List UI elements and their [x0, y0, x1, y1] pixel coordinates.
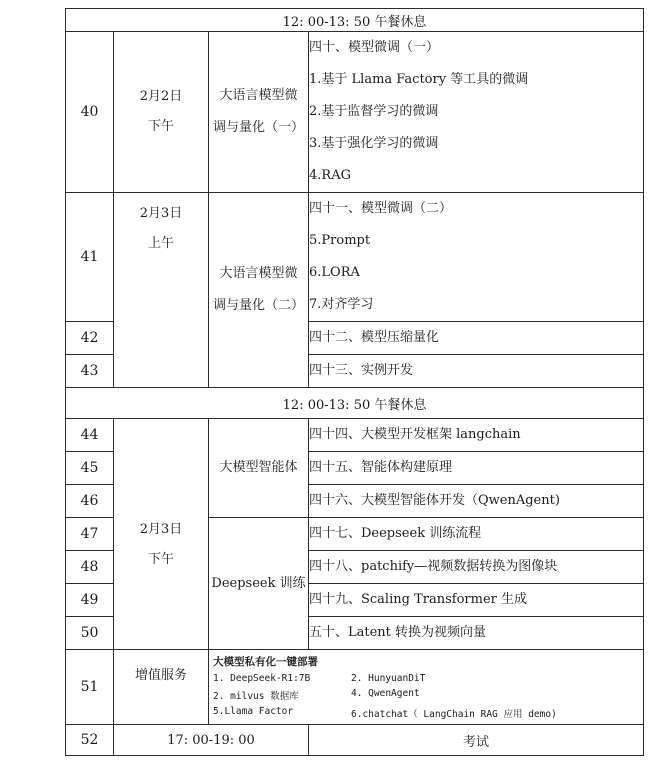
- content-cell: [309, 485, 644, 518]
- session-date: 2月2日: [139, 89, 183, 104]
- session-number: 44: [66, 419, 114, 452]
- session-date: 2月3日: [139, 206, 183, 221]
- session-date: 2月3日: [139, 522, 183, 537]
- content-cell: [309, 32, 644, 193]
- session-number: 45: [66, 452, 114, 485]
- deployment-item: 6.chatchat（ LangChain RAG 应用 demo): [351, 709, 557, 720]
- session-row-41: [66, 193, 644, 322]
- subject-line: 大语言模型微: [219, 266, 298, 281]
- content-heading: 四十四、大模型开发框架 langchain: [309, 427, 521, 442]
- session-period: 下午: [147, 119, 174, 134]
- deployment-item: 2. milvus 数据库: [213, 691, 299, 702]
- content-heading: 四十八、patchify—视频数据转换为图像块: [309, 559, 558, 574]
- subject-cell: Deepseek 训练: [209, 518, 309, 650]
- content-heading: 四十七、Deepseek 训练流程: [309, 526, 482, 541]
- session-row-44: [66, 419, 644, 452]
- session-number: 46: [66, 485, 114, 518]
- session-number: 50: [66, 617, 114, 650]
- session-date-cell: [114, 419, 209, 650]
- session-number: 49: [66, 584, 114, 617]
- session-period: 下午: [147, 552, 174, 567]
- content-item: 5.Prompt: [309, 233, 371, 248]
- lunch-break-text: 12: 00-13: 50 午餐休息: [66, 388, 644, 419]
- subject-line: 调与量化（一）: [212, 120, 304, 135]
- content-cell: [309, 193, 644, 322]
- content-heading: 四十二、模型压缩量化: [309, 330, 440, 345]
- deployment-item: 5.Llama Factor: [213, 706, 294, 717]
- content-heading: 四十六、大模型智能体开发（QwenAgent): [309, 493, 560, 508]
- deployment-title: 大模型私有化一键部署: [213, 656, 318, 668]
- session-number: 51: [66, 650, 114, 725]
- session-number: 41: [66, 193, 114, 322]
- content-item: 6.LORA: [309, 265, 360, 280]
- content-cell: [309, 551, 644, 584]
- session-number: 42: [66, 322, 114, 355]
- content-heading: 五十、Latent 转换为视频向量: [309, 625, 487, 640]
- content-heading: 四十五、智能体构建原理: [309, 460, 453, 475]
- content-heading: 四十一、模型微调（二）: [309, 201, 453, 216]
- session-number: 43: [66, 355, 114, 388]
- lunch-break-text: 12: 00-13: 50 午餐休息: [66, 9, 644, 32]
- content-heading: 四十、模型微调（一）: [309, 40, 440, 55]
- session-number: 40: [66, 32, 114, 193]
- deployment-cell: [209, 650, 644, 725]
- course-schedule-table: [65, 8, 644, 756]
- content-cell: [309, 584, 644, 617]
- session-number: 52: [66, 725, 114, 756]
- exam-label: 考试: [309, 725, 644, 756]
- content-cell: [309, 419, 644, 452]
- value-added-label: 增值服务: [114, 650, 209, 725]
- subject-cell: [209, 193, 309, 388]
- content-item: 3.基于强化学习的微调: [309, 136, 439, 151]
- session-number: 47: [66, 518, 114, 551]
- session-row-51: [66, 650, 644, 725]
- content-heading: 四十三、实例开发: [309, 363, 414, 378]
- content-heading: 四十九、Scaling Transformer 生成: [309, 592, 527, 607]
- content-cell: [309, 322, 644, 355]
- deployment-item: 4. QwenAgent: [351, 688, 420, 699]
- subject-line: 大语言模型微: [219, 88, 298, 103]
- content-cell: [309, 355, 644, 388]
- content-item: 7.对齐学习: [309, 297, 374, 312]
- content-item: 4.RAG: [309, 168, 351, 183]
- deployment-item: 1. DeepSeek-R1:7B: [213, 673, 311, 684]
- schedule-page: [65, 0, 645, 761]
- deployment-item: 2. HunyuanDiT: [351, 673, 426, 684]
- session-number: 48: [66, 551, 114, 584]
- lunch-break-row: [66, 388, 644, 419]
- session-period: 上午: [147, 236, 174, 251]
- session-date-cell: [114, 193, 209, 388]
- subject-cell: [209, 32, 309, 193]
- lunch-break-row: [66, 9, 644, 32]
- exam-time: 17: 00-19: 00: [114, 725, 309, 756]
- content-item: 1.基于 Llama Factory 等工具的微调: [309, 72, 529, 87]
- subject-line: 调与量化（二）: [212, 298, 304, 313]
- content-item: 2.基于监督学习的微调: [309, 104, 439, 119]
- deployment-list: [209, 671, 643, 724]
- session-date-cell: [114, 32, 209, 193]
- content-cell: [309, 452, 644, 485]
- session-row-40: [66, 32, 644, 193]
- session-row-52: [66, 725, 644, 756]
- content-cell: [309, 617, 644, 650]
- content-cell: [309, 518, 644, 551]
- subject-cell: 大模型智能体: [209, 419, 309, 518]
